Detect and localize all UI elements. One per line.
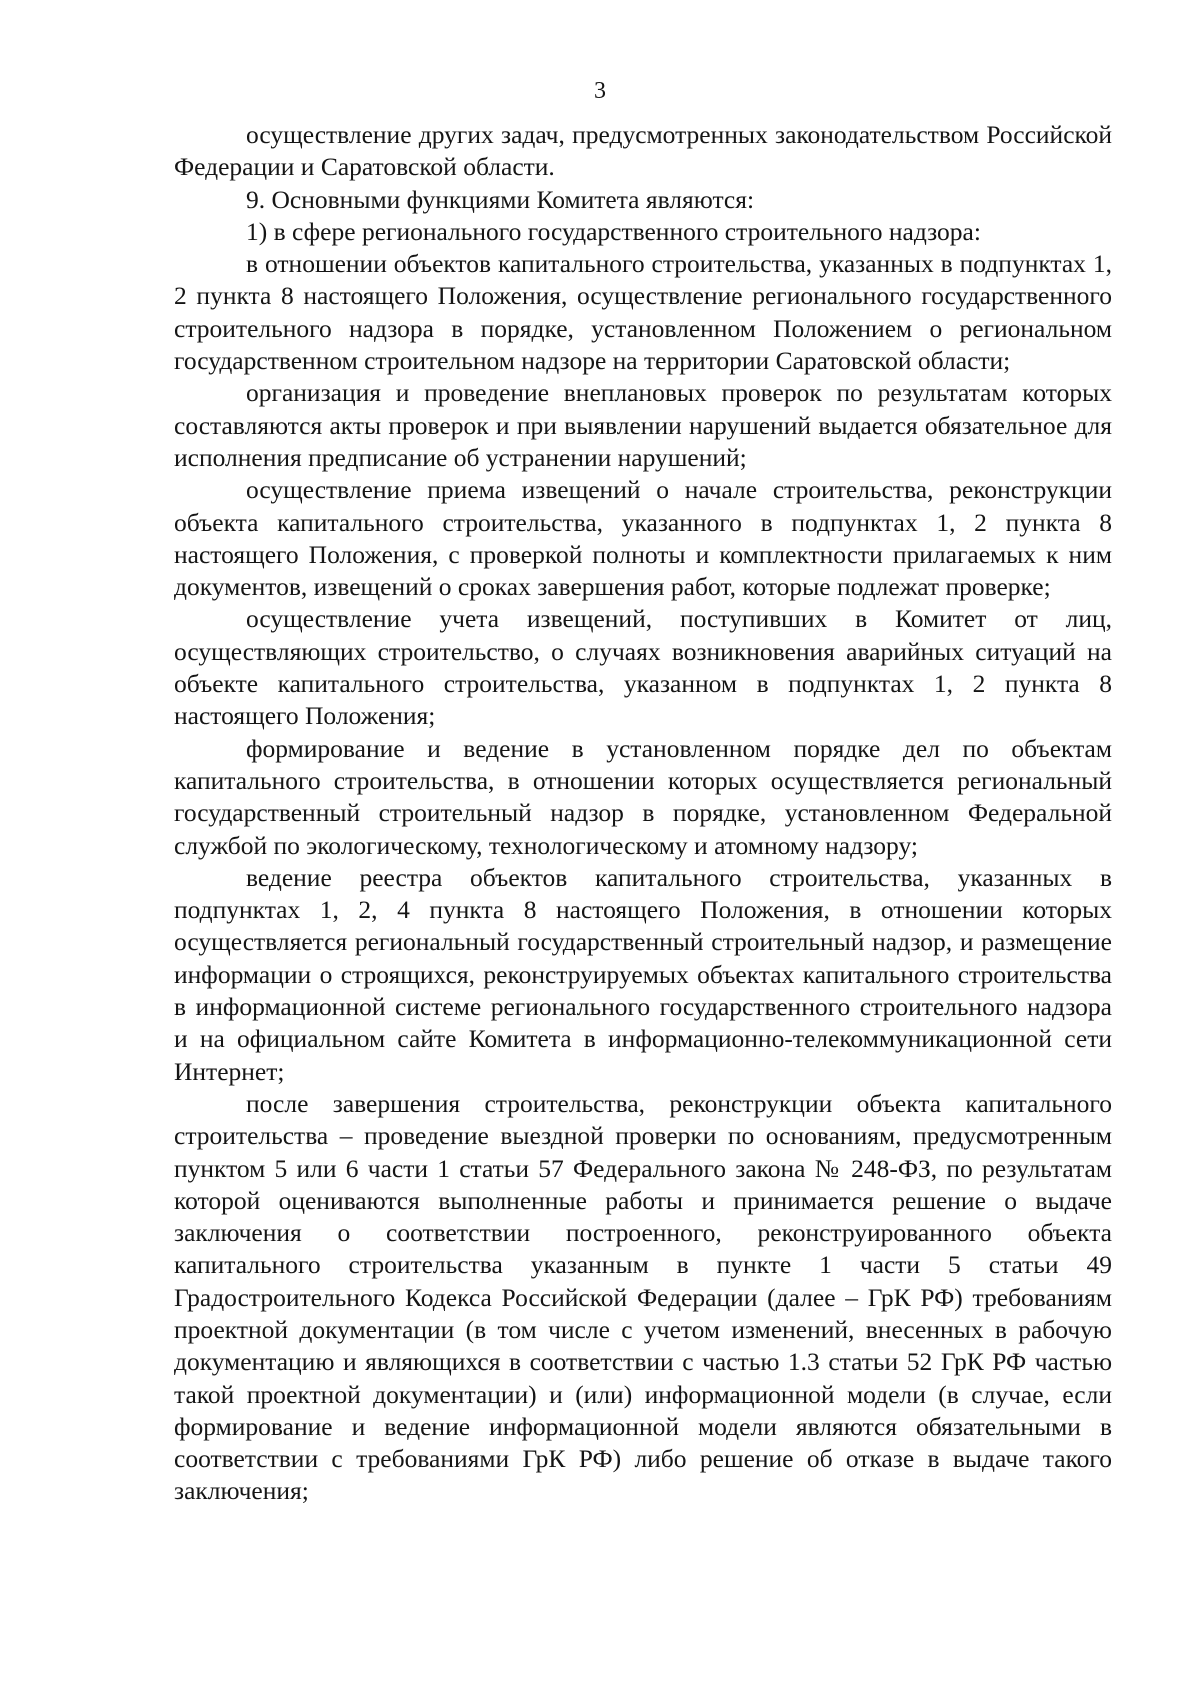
paragraph-other-tasks: осуществление других задач, предусмотренных законодательством Российской Федерации и Саратовской области.	[174, 120, 1112, 182]
paragraph-construction-supervision: 1) в сфере регионального государственного строительного надзора:	[246, 216, 981, 246]
paragraph-notice-acceptance: осуществление приема извещений о начале строительства, реконструкции объекта капитального строительства, указанного в подпунктах 1, 2 пункта 8 настоящего Положения, с проверкой полноты и комплектности прилагаемых к ним документов, извещений о сроках завершения работ, которые подлежат проверке;	[174, 475, 1112, 602]
paragraph-case-files: формирование и ведение в установленном порядке дел по объектам капитального строительства, в отношении которых осуществляется региональный государственный строительный надзор в порядке, установленном Федеральной службой по экологическому, технологическому и атомному надзору;	[174, 733, 1112, 860]
paragraph-inspections: организация и проведение внеплановых проверок по результатам которых составляются акты проверок и при выявлении нарушений выдается обязательное для исполнения предписание об устранении нарушений;	[174, 378, 1112, 472]
paragraph-final-inspection: после завершения строительства, реконструкции объекта капитального строительства – проведение выездной проверки по основаниям, предусмотренным пунктом 5 или 6 части 1 статьи 57 Федерального закона № 248-ФЗ, по результатам которой оцениваются выполненные работы и принимается решение о выдаче заключения о соответствии построенного, реконструированного объекта капитального строительства указанным в пункте 1 части 5 статьи 49 Градостроительного Кодекса Российской Федерации (далее – ГрК РФ) требованиям проектной документации (в том числе с учетом изменений, внесенных в рабочую документацию и являющихся в соответствии с частью 1.3 статьи 52 ГрК РФ частью такой проектной документации) и (или) информационной модели (в случае, если формирование и ведение информационной модели являются обязательными в соответствии с требованиями ГрК РФ) либо решение об отказе в выдаче такого заключения;	[174, 1088, 1112, 1506]
page-number: 3	[594, 78, 606, 104]
paragraph-emergency-notices: осуществление учета извещений, поступивших в Комитет от лиц, осуществляющих строительство, о случаях возникновения аварийных ситуаций на объекте капитального строительства, указанном в подпунктах 1, 2 пункта 8 настоящего Положения;	[174, 604, 1112, 731]
document-body	[174, 119, 1112, 1508]
paragraph-main-functions: 9. Основными функциями Комитета являются:	[246, 184, 755, 214]
paragraph-registry: ведение реестра объектов капитального строительства, указанных в подпунктах 1, 2, 4 пункта 8 настоящего Положения, в отношении которых осуществляется региональный государственный строительный надзор, и размещение информации о строящихся, реконструируемых объектах капитального строительства в информационной системе регионального государственного строительного надзора и на официальном сайте Комитета в информационно-телекоммуникационной сети Интернет;	[174, 862, 1112, 1086]
paragraph-supervision-objects: в отношении объектов капитального строительства, указанных в подпунктах 1, 2 пункта 8 настоящего Положения, осуществление регионального государственного строительного надзора в порядке, установленном Положением о региональном государственном строительном надзоре на территории Саратовской области;	[174, 249, 1112, 376]
